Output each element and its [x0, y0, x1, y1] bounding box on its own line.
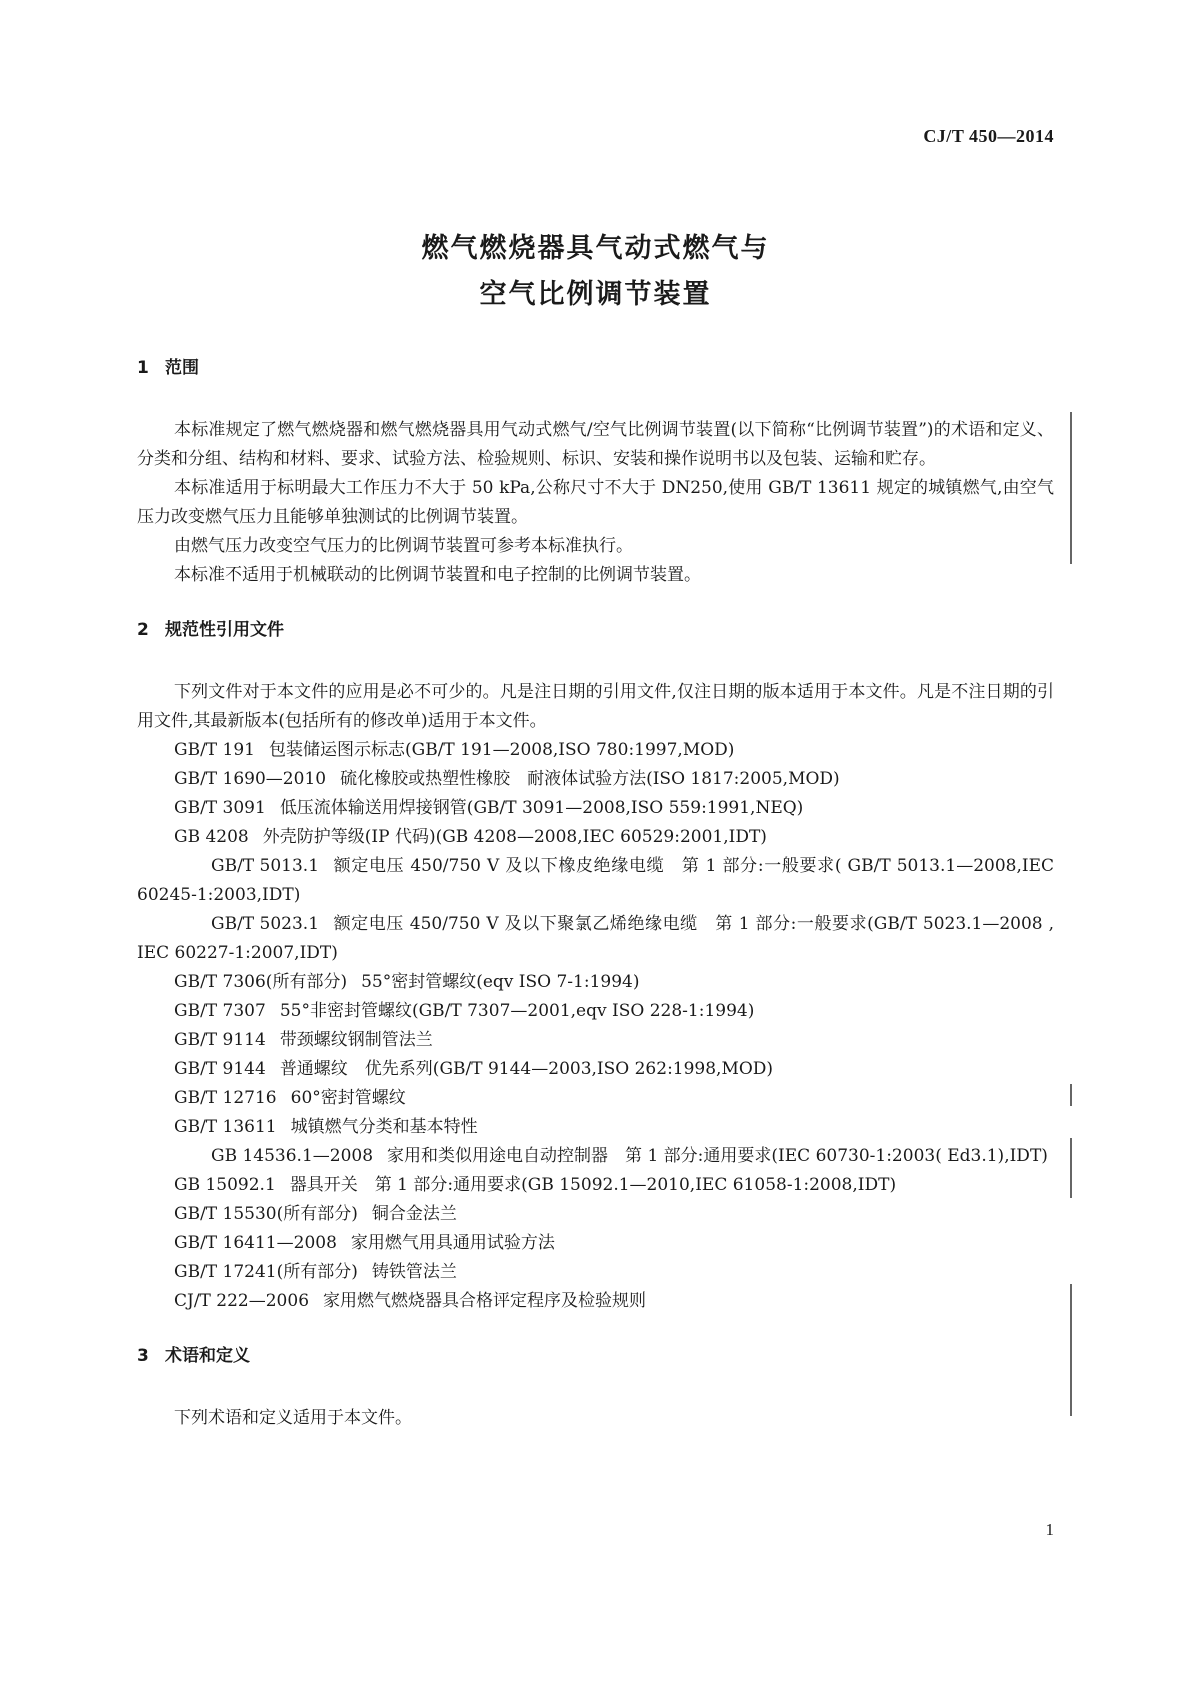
reference-title: 带颈螺纹钢制管法兰 [279, 1030, 433, 1050]
reference-item [137, 1287, 1054, 1316]
reference-title: 器具开关 第 1 部分:通用要求(GB 15092.1—2010,IEC 61058-1:2008,IDT) [289, 1175, 897, 1195]
document-code: CJ/T 450—2014 [923, 126, 1054, 146]
reference-code: GB/T 1690—2010 [174, 769, 327, 789]
reference-title: 额定电压 450/750 V 及以下聚氯乙烯绝缘电缆 第 1 部分:一般要求(GB/T 5023.1—2008 , IEC 60227-1:2007,IDT) [137, 914, 1054, 963]
reference-title: 55°非密封管螺纹(GB/T 7307—2001,eqv ISO 228-1:1994) [279, 1001, 755, 1021]
reference-item [137, 968, 1054, 997]
reference-code: GB/T 5013.1 [211, 856, 320, 876]
reference-code: GB/T 9114 [174, 1030, 266, 1050]
reference-title: 家用燃气燃烧器具合格评定程序及检验规则 [323, 1291, 647, 1311]
reference-code: GB/T 3091 [174, 798, 266, 818]
reference-title: 铜合金法兰 [371, 1204, 457, 1224]
reference-code: GB/T 7307 [174, 1001, 266, 1021]
section-2-heading [137, 618, 1054, 642]
reference-code: GB/T 15530(所有部分) [174, 1204, 358, 1224]
reference-code: GB/T 5023.1 [211, 914, 320, 934]
reference-title: 外壳防护等级(IP 代码)(GB 4208—2008,IEC 60529:2001,IDT) [262, 827, 767, 847]
document-title-line-2: 空气比例调节装置 [479, 279, 712, 310]
page-number: 1 [1045, 1520, 1054, 1539]
reference-item [137, 736, 1054, 765]
reference-title: 硫化橡胶或热塑性橡胶 耐液体试验方法(ISO 1817:2005,MOD) [340, 769, 840, 789]
reference-item [137, 1055, 1054, 1084]
section-title: 规范性引用文件 [165, 620, 284, 640]
reference-title: 额定电压 450/750 V 及以下橡皮绝缘电缆 第 1 部分:一般要求( GB/T 5013.1—2008,IEC 60245-1:2003,IDT) [137, 856, 1054, 905]
reference-item [137, 1258, 1054, 1287]
section-number: 1 [137, 358, 149, 378]
reference-code: CJ/T 222—2006 [174, 1291, 310, 1311]
reference-code: GB 15092.1 [174, 1175, 276, 1195]
paragraph: 本标准规定了燃气燃烧器和燃气燃烧器具用气动式燃气/空气比例调节装置(以下简称“比例调节装置”)的术语和定义、分类和分组、结构和材料、要求、试验方法、检验规则、标识、安装和操作说明书以及包装、运输和贮存。 [137, 420, 1054, 469]
document-body [137, 356, 1054, 1433]
section-title: 范围 [165, 358, 199, 378]
document-title-line-1: 燃气燃烧器具气动式燃气与 [421, 233, 770, 264]
paragraph: 下列文件对于本文件的应用是必不可少的。凡是注日期的引用文件,仅注日期的版本适用于本文件。凡是不注日期的引用文件,其最新版本(包括所有的修改单)适用于本文件。 [137, 682, 1054, 731]
reference-code: GB/T 17241(所有部分) [174, 1262, 358, 1282]
section-3-heading [137, 1344, 1054, 1368]
paragraph: 由燃气压力改变空气压力的比例调节装置可参考本标准执行。 [174, 536, 633, 556]
reference-title: 55°密封管螺纹(eqv ISO 7-1:1994) [361, 972, 640, 992]
reference-code: GB/T 9144 [174, 1059, 266, 1079]
paragraph: 下列术语和定义适用于本文件。 [174, 1408, 412, 1428]
paragraph: 本标准不适用于机械联动的比例调节装置和电子控制的比例调节装置。 [174, 565, 701, 585]
reference-item [137, 1113, 1054, 1142]
revision-change-bar [1070, 1084, 1072, 1106]
section-number: 2 [137, 620, 149, 640]
reference-item [137, 823, 1054, 852]
reference-item [137, 852, 1054, 910]
section-number: 3 [137, 1346, 149, 1366]
section-1-heading [137, 356, 1054, 380]
reference-title: 60°密封管螺纹 [290, 1088, 406, 1108]
reference-code: GB 14536.1—2008 [211, 1146, 374, 1166]
reference-code: GB 4208 [174, 827, 249, 847]
reference-item [137, 1026, 1054, 1055]
reference-item [137, 1084, 1054, 1113]
revision-change-bar [1070, 1284, 1072, 1416]
reference-title: 城镇燃气分类和基本特性 [290, 1117, 478, 1137]
reference-code: GB/T 7306(所有部分) [174, 972, 348, 992]
section-title: 术语和定义 [165, 1346, 250, 1366]
reference-title: 低压流体输送用焊接钢管(GB/T 3091—2008,ISO 559:1991,NEQ) [279, 798, 804, 818]
reference-item [137, 794, 1054, 823]
reference-code: GB/T 12716 [174, 1088, 277, 1108]
reference-title: 铸铁管法兰 [371, 1262, 457, 1282]
reference-item [137, 765, 1054, 794]
reference-code: GB/T 191 [174, 740, 255, 760]
reference-item [137, 1171, 1054, 1200]
revision-change-bar [1070, 412, 1072, 564]
reference-code: GB/T 16411—2008 [174, 1233, 337, 1253]
reference-item [137, 1229, 1054, 1258]
paragraph: 本标准适用于标明最大工作压力不大于 50 kPa,公称尺寸不大于 DN250,使用 GB/T 13611 规定的城镇燃气,由空气压力改变燃气压力且能够单独测试的比例调节装置。 [137, 478, 1054, 527]
reference-item [137, 997, 1054, 1026]
reference-title: 家用燃气用具通用试验方法 [350, 1233, 555, 1253]
reference-item [137, 1200, 1054, 1229]
reference-list [137, 736, 1054, 1316]
reference-title: 包装储运图示标志(GB/T 191—2008,ISO 780:1997,MOD) [269, 740, 735, 760]
reference-code: GB/T 13611 [174, 1117, 277, 1137]
reference-item [137, 1142, 1054, 1171]
reference-item [137, 910, 1054, 968]
reference-title: 普通螺纹 优先系列(GB/T 9144—2003,ISO 262:1998,MOD) [279, 1059, 774, 1079]
revision-change-bar [1070, 1138, 1072, 1198]
reference-title: 家用和类似用途电自动控制器 第 1 部分:通用要求(IEC 60730-1:2003( Ed3.1),IDT) [387, 1146, 1048, 1166]
